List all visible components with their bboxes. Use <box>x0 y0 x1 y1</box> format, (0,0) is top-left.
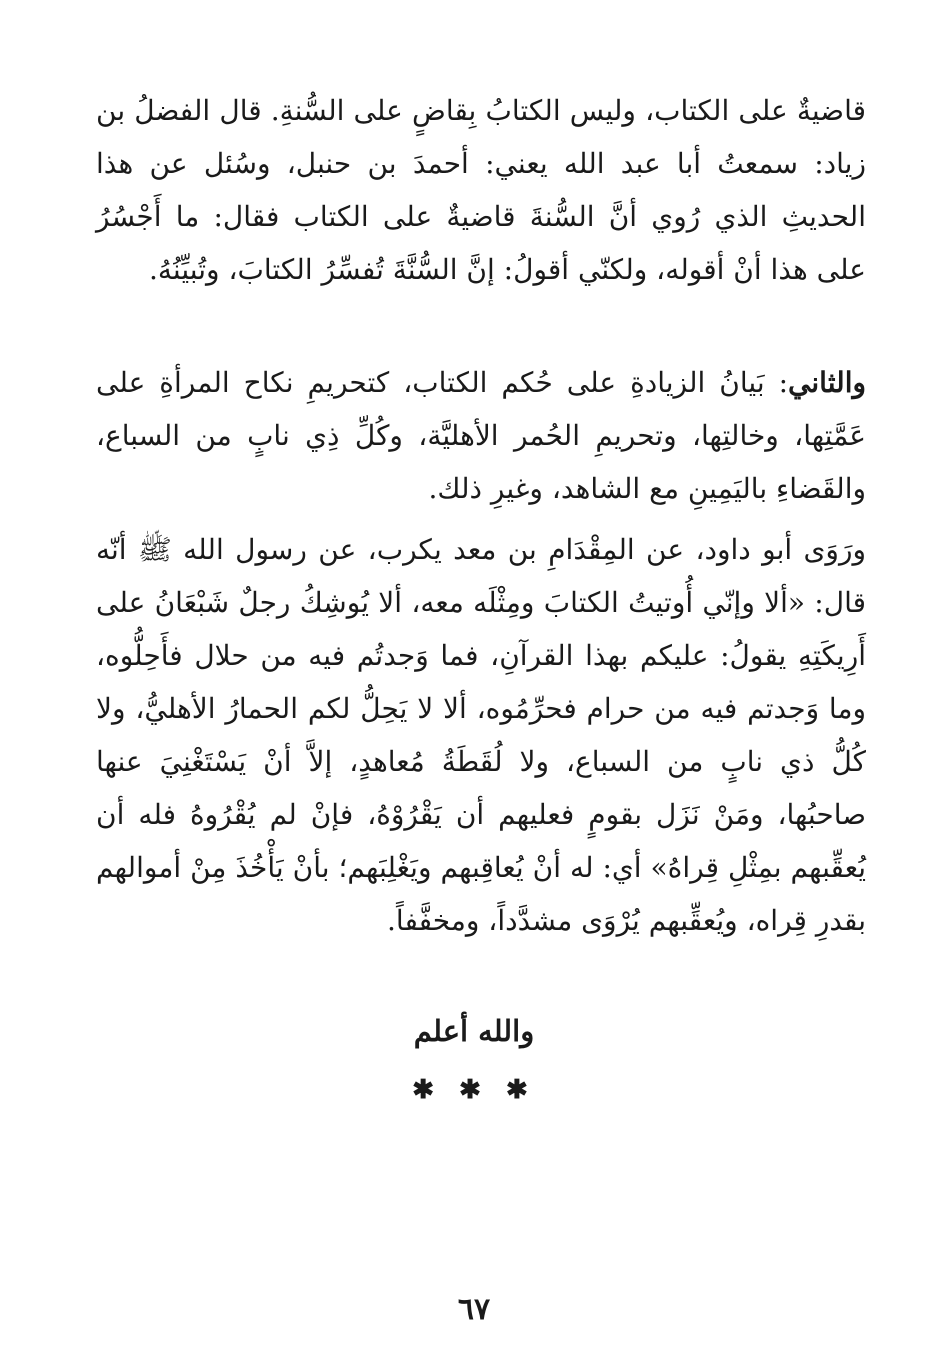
closing-phrase: والله أعلم <box>413 1014 535 1048</box>
paragraph-hadith-abu-dawud <box>96 523 866 947</box>
paragraph-text: : بَيانُ الزيادةِ على حُكم الكتاب، كتحريمِ نكاح المرأةِ على عَمَّتِها، وخالتِها، وتحريمِ الحُمر الأهليَّة، وكُلِّ ذِي نابٍ من السباع، والقَضاءِ باليَمِينِ مع الشاهد، وغيرِ ذلك. <box>96 366 866 505</box>
paragraph-second-category <box>96 356 866 515</box>
paragraph-lead-word: والثاني <box>788 366 866 399</box>
paragraph-text: ورَوَى أبو داود، عن المِقْدَامِ بن معد يكرب، عن رسول الله ﷺ أنّه قال: «ألا وإنّي أُوتيتُ الكتابَ ومِثْلَه معه، ألا يُوشِكُ رجلٌ شَبْعَانُ على أَرِيكَتِهِ يقولُ: عليكم بهذا القرآنِ، فما وَجدتُم فيه من حلال فأَحِلُّوه، وما وَجدتم فيه من حرام فحرِّمُوه، ألا لا يَحِلُّ لكم الحمارُ الأهليُّ، ولا كُلُّ ذي نابٍ من السباع، ولا لُقَطَةُ مُعاهدٍ، إلاَّ أنْ يَسْتَغْنِيَ عنها صاحبُها، ومَنْ نَزَل بقومٍ فعليهم أن يَقْرُوْهُ، فإنْ لم يُقْرُوهُ فله أن يُعقِّبهم بمِثْلِ قِراهُ» أي: له أنْ يُعاقِبهم ويَغْلِبَهم؛ بأنْ يَأْخُذَ مِنْ أموالهم بقدرِ قِراه، ويُعقِّبهم يُرْوَى مشدَّداً، ومخفَّفاً. <box>96 533 866 937</box>
section-separator: ✱ ✱ ✱ <box>412 1075 536 1105</box>
paragraph-text: قاضيةٌ على الكتاب، وليس الكتابُ بِقاضٍ على السُّنةِ. قال الفضلُ بن زياد: سمعتُ أبا عبد الله يعني: أحمدَ بن حنبل، وسُئل عن هذا الحديثِ الذي رُوي أنَّ السُّنةَ قاضيةٌ على الكتاب فقال: ما أَجْسُرُ على هذا أنْ أقوله، ولكنّي أقولُ: إنَّ السُّنَّةَ تُفسِّرُ الكتابَ، وتُبيِّنُهُ. <box>96 94 866 286</box>
paragraph-sunna-explains-book <box>96 84 866 296</box>
page-number: ٦٧ <box>457 1292 491 1327</box>
